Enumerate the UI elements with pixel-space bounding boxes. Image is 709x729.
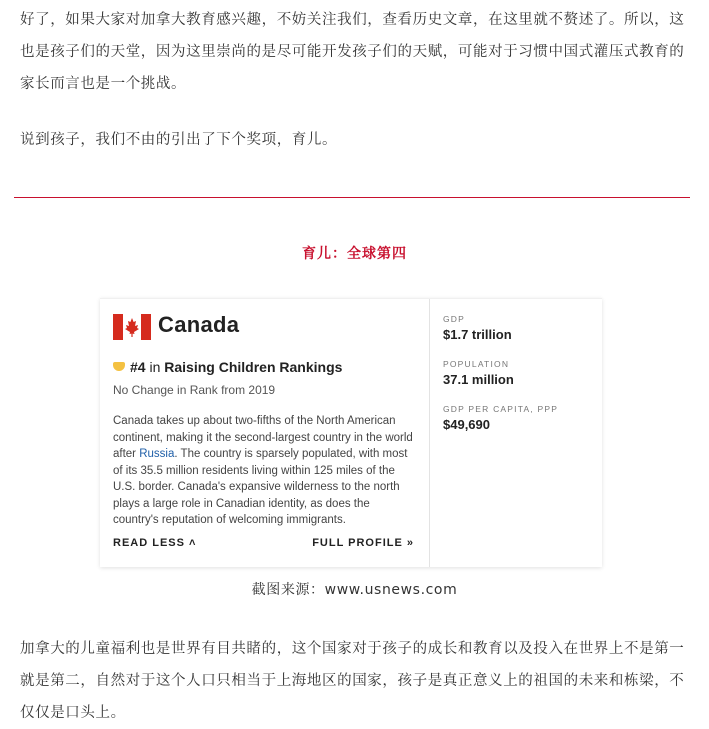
stat-value: $1.7 trillion xyxy=(443,327,512,342)
intro-paragraph: 好了，如果大家对加拿大教育感兴趣，不妨关注我们，查看历史文章，在这里就不赘述了。所以，这也是孩子们的天堂，因为这里崇尚的是尽可能开发孩子们的天赋，可能对于习惯中国式灌压式教育的家长而言也是一个挑战。 xyxy=(20,12,685,92)
read-less-button[interactable]: READ LESS ˄ xyxy=(113,537,197,549)
card-main-column xyxy=(100,299,429,567)
russia-link[interactable]: Russia xyxy=(139,448,175,460)
image-caption: 截图来源：www.usnews.com xyxy=(251,582,458,598)
stat-label: GDP xyxy=(443,314,466,324)
description-text-start: Canada takes up about two-fifths of the North American continent, making it the second-largest country in the world after xyxy=(113,415,413,460)
country-description xyxy=(113,413,418,529)
rank-line xyxy=(113,359,342,375)
description-text-end: . The country is sparsely populated, with most of its 35.5 million residents living within 125 miles of the U.S. border. Canada's expansive wilderness to the north plays a large role in Canadian identity, as does the country's reputation of welcoming immigrants. xyxy=(113,448,408,526)
full-profile-link[interactable]: FULL PROFILE » xyxy=(312,537,414,549)
stat-value: 37.1 million xyxy=(443,372,514,387)
country-profile-card xyxy=(100,298,602,567)
stat-label: POPULATION xyxy=(443,359,510,369)
section-title: 育儿：全球第四 xyxy=(302,246,407,262)
section-divider xyxy=(14,197,690,198)
stat-gdp xyxy=(443,314,512,342)
transition-paragraph: 说到孩子，我们不由的引出了下个奖项，育儿。 xyxy=(20,132,338,148)
country-name: Canada xyxy=(158,312,240,337)
closing-paragraph: 加拿大的儿童福利也是世界有目共睹的，这个国家对于孩子的成长和教育以及投入在世界上不是第一就是第二，自然对于这个人口只相当于上海地区的国家，孩子是真正意义上的祖国的未来和栋梁，不仅仅是口头上。 xyxy=(20,641,685,721)
rank-category: Raising Children Rankings xyxy=(164,359,343,375)
stat-gdp-per-capita xyxy=(443,404,558,432)
stat-label: GDP PER CAPITA, PPP xyxy=(443,404,559,414)
rank-number: #4 xyxy=(130,359,146,375)
column-separator xyxy=(429,299,430,567)
medal-icon xyxy=(113,362,125,371)
stat-value: $49,690 xyxy=(443,417,490,432)
canada-flag-icon xyxy=(113,314,151,340)
rank-in-word: in xyxy=(149,359,161,375)
stat-population xyxy=(443,359,514,387)
rank-change: No Change in Rank from 2019 xyxy=(113,383,276,397)
